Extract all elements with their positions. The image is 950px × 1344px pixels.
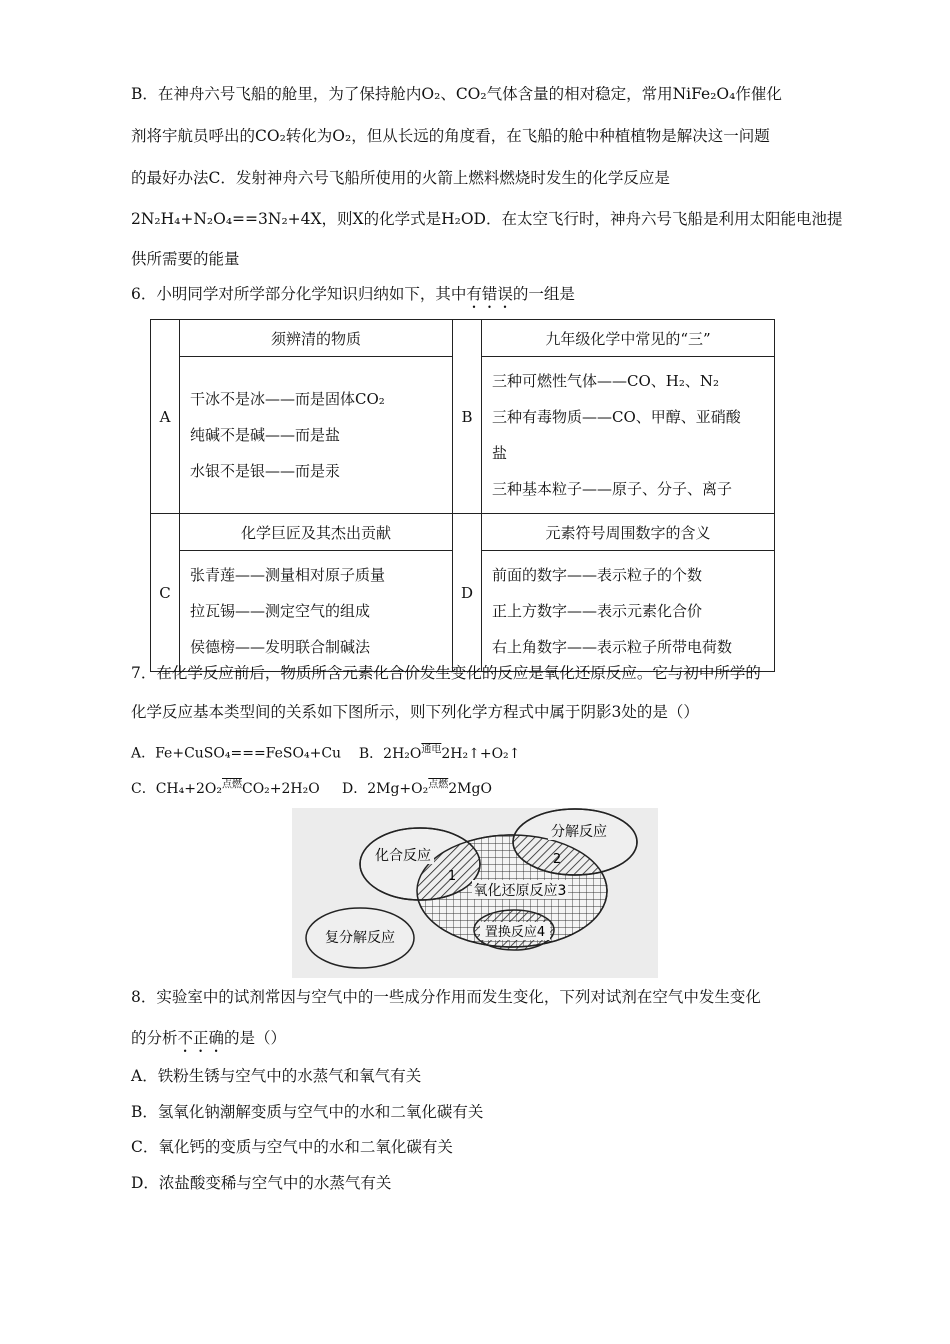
q6-b-line: 三种可燃性气体——CO、H₂、N₂ [492, 372, 720, 390]
label-region-2: 2 [552, 852, 562, 867]
q6-d-line: 右上角数字——表示粒子所带电荷数 [492, 638, 733, 656]
q7-option-c-rhs: CO₂+2H₂O [241, 780, 320, 797]
q7-option-c-condition: 点燃 [221, 779, 242, 790]
q8-line-2 [131, 1028, 286, 1056]
q7-options-ab [131, 740, 520, 764]
q5-line-5: 供所需要的能量 [131, 250, 240, 268]
q7-option-b-rhs: 2H₂↑+O₂↑ [441, 745, 521, 762]
q7-options-cd [131, 775, 492, 799]
label-displacement: 置换反应4 [484, 925, 546, 940]
q6-d-line: 正上方数字——表示元素化合价 [492, 602, 703, 620]
label-double-decomposition: 复分解反应 [325, 930, 395, 946]
q7-option-c-lhs: C．CH₄+2O₂ [131, 780, 222, 797]
q6-b-line: 三种有毒物质——CO、甲醇、亚硝酸 [492, 408, 741, 426]
q7-option-b-condition: 通电 [421, 744, 442, 755]
q8-option-d: D．浓盐酸变稀与空气中的水蒸气有关 [131, 1174, 392, 1192]
q6-body-c [180, 551, 453, 672]
q6-body-a [180, 357, 453, 514]
label-region-1: 1 [447, 869, 457, 884]
q6-c-line: 张青莲——测量相对原子质量 [190, 566, 386, 584]
q6-label-a: A [151, 320, 180, 514]
label-redox: 氧化还原反应3 [473, 883, 567, 899]
q6-body-b [482, 357, 775, 514]
q7-option-d-rhs: 2MgO [448, 780, 492, 797]
q8-option-b: B．氢氧化钠潮解变质与空气中的水和二氧化碳有关 [131, 1103, 484, 1121]
q6-header-a: 须辨清的物质 [180, 320, 453, 357]
q5-line-1: B．在神舟六号飞船的舱里，为了保持舱内O₂、CO₂气体含量的相对稳定，常用NiFe₂O₄作催化 [131, 85, 782, 103]
q6-body-d [482, 551, 775, 672]
q6-label-c: C [151, 514, 180, 672]
q5-line-2: 剂将宇航员呼出的CO₂转化为O₂，但从长远的角度看，在飞船的舱中种植植物是解决这一问题 [131, 127, 770, 145]
q8-option-c: C．氧化钙的变质与空气中的水和二氧化碳有关 [131, 1138, 453, 1156]
q8-option-a: A．铁粉生锈与空气中的水蒸气和氧气有关 [131, 1067, 422, 1085]
q7-line-2: 化学反应基本类型间的关系如下图所示，则下列化学方程式中属于阴影3处的是（） [131, 703, 699, 721]
q6-a-line: 纯碱不是碱——而是盐 [190, 426, 341, 444]
q6-header-b: 九年级化学中常见的“三” [482, 320, 775, 357]
q6-a-line: 水银不是银——而是汞 [190, 462, 341, 480]
label-combination: 化合反应 [375, 848, 431, 864]
q6-c-line: 侯德榜——发明联合制碱法 [190, 638, 371, 656]
q6-stem-pre: 6．小明同学对所学部分化学知识归纳如下，其中 [131, 285, 467, 303]
q6-b-line: 盐 [492, 444, 508, 462]
q6-d-line: 前面的数字——表示粒子的个数 [492, 566, 703, 584]
q5-line-3: 的最好办法C．发射神舟六号飞船所使用的火箭上燃料燃烧时发生的化学反应是 [131, 169, 670, 187]
q5-line-4: 2N₂H₄+N₂O₄==3N₂+4X，则X的化学式是H₂OD．在太空飞行时，神舟六号飞船是利用太阳能电池提 [131, 210, 843, 228]
q7-option-d-condition: 点燃 [428, 779, 449, 790]
q7-option-c [131, 781, 320, 797]
q6-label-d: D [453, 514, 482, 672]
q6-b-line: 三种基本粒子——原子、分子、离子 [492, 480, 733, 498]
q7-option-d-lhs: D．2Mg+O₂ [342, 780, 429, 797]
q8-line-1: 8．实验室中的试剂常因与空气中的一些成分作用而发生变化，下列对试剂在空气中发生变化 [131, 988, 761, 1006]
q6-header-d: 元素符号周围数字的含义 [482, 514, 775, 551]
q6-table [150, 319, 775, 672]
q6-c-line: 拉瓦锡——测定空气的组成 [190, 602, 371, 620]
q8-line-2-pre: 的分析 [131, 1029, 178, 1047]
reaction-venn-diagram [292, 808, 658, 978]
q7-option-b-lhs: B．2H₂O [358, 745, 422, 762]
q6-stem [131, 284, 575, 312]
q6-label-b: B [453, 320, 482, 514]
label-decomposition: 分解反应 [551, 824, 607, 840]
q7-line-1: 7．在化学反应前后，物质所含元素化合价发生变化的反应是氧化还原反应。它与初中所学的 [131, 664, 761, 682]
q8-line-2-post: 的是（） [224, 1029, 287, 1047]
q8-line-2-emphasis: 不正确 [177, 1029, 225, 1047]
q7-option-a: A．Fe+CuSO₄===FeSO₄+Cu [131, 745, 342, 762]
q6-a-line: 干冰不是冰——而是固体CO₂ [190, 390, 385, 408]
q6-stem-post: 的一组是 [512, 285, 575, 303]
q6-stem-emphasis: 有错误 [466, 285, 513, 303]
q7-option-d [342, 781, 492, 797]
q7-option-b [359, 746, 521, 762]
q6-header-c: 化学巨匠及其杰出贡献 [180, 514, 453, 551]
